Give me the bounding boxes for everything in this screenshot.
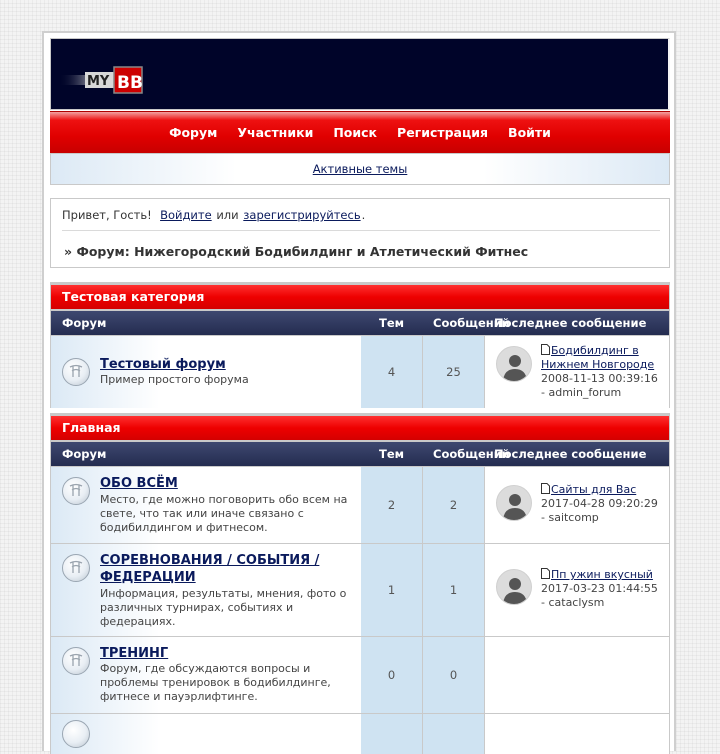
last-post-link[interactable] (541, 483, 636, 496)
last-post-title: Сайты для Вас (551, 483, 637, 496)
forum-status-icon (62, 647, 90, 675)
nav-forum[interactable]: Форум (169, 125, 218, 140)
col-last-post: Последнее сообщение (494, 447, 647, 461)
svg-text:MY: MY (87, 74, 110, 89)
posts-count: 0 (423, 637, 485, 713)
col-posts: Сообщений (433, 447, 510, 461)
posts-count: 25 (423, 336, 485, 408)
topics-count: 0 (361, 637, 423, 713)
category-test (50, 282, 670, 408)
active-topics-link[interactable]: Активные темы (312, 162, 408, 176)
category-title[interactable]: Тестовая категория (51, 282, 669, 309)
forum-title[interactable]: СОРЕВНОВАНИЯ / СОБЫТИЯ / ФЕДЕРАЦИИ (100, 553, 320, 585)
greeting-end: . (361, 208, 366, 222)
col-last-post: Последнее сообщение (494, 316, 647, 330)
svg-text:BB: BB (117, 73, 143, 93)
last-post-cell (485, 336, 669, 408)
main-nav (50, 111, 670, 153)
forum-status-icon (62, 477, 90, 505)
forum-row (51, 713, 669, 754)
last-post-link[interactable] (541, 568, 653, 581)
last-post-user[interactable]: - admin_forum (541, 386, 622, 399)
header-banner (50, 38, 670, 110)
user-avatar-icon[interactable] (496, 346, 532, 382)
col-posts: Сообщений (433, 316, 510, 330)
welcome-box (50, 198, 670, 268)
forum-status-icon (62, 358, 90, 386)
breadcrumb (64, 244, 528, 259)
user-avatar-icon[interactable] (496, 569, 532, 605)
last-post-cell (485, 467, 669, 543)
last-post-cell (485, 637, 669, 713)
greeting-text: Привет, Гость! (62, 208, 152, 222)
nav-register[interactable]: Регистрация (397, 125, 489, 140)
col-forum: Форум (62, 316, 107, 330)
greeting-line (62, 208, 365, 222)
topics-count: 2 (361, 467, 423, 543)
forum-description: Место, где можно поговорить обо всем на свете, что так или иначе связано с бодибилдингом и фитнесом. (100, 493, 348, 534)
forum-row (51, 543, 669, 636)
last-post-date: 2017-04-28 09:20:29 (541, 497, 658, 510)
forum-row (51, 636, 669, 713)
or-text: или (216, 208, 239, 222)
last-post-user[interactable]: - cataclysm (541, 596, 605, 609)
document-icon (541, 344, 550, 355)
user-avatar-icon[interactable] (496, 485, 532, 521)
nav-members[interactable]: Участники (237, 125, 314, 140)
last-post-title-1: Бодибилдинг в (551, 344, 639, 357)
category-main (50, 413, 670, 754)
divider (62, 230, 660, 231)
last-post-title: Пп ужин вкусный (551, 568, 653, 581)
col-topics: Тем (379, 447, 405, 461)
last-post-user[interactable]: - saitcomp (541, 511, 599, 524)
page-container (42, 31, 676, 751)
posts-count: 2 (423, 467, 485, 543)
nav-login[interactable]: Войти (508, 125, 551, 140)
last-post-title-2: Нижнем Новгороде (541, 358, 655, 371)
forum-status-icon (62, 554, 90, 582)
forum-title[interactable]: Тестовый форум (100, 357, 226, 372)
login-link[interactable]: Войдите (160, 208, 212, 222)
site-logo[interactable] (59, 63, 145, 97)
forum-row (51, 466, 669, 543)
column-header (51, 440, 669, 466)
breadcrumb-prefix: » (64, 244, 73, 259)
forum-title[interactable]: ТРЕНИНГ (100, 646, 169, 661)
col-forum: Форум (62, 447, 107, 461)
topics-count: 4 (361, 336, 423, 408)
last-post-date: 2017-03-23 01:44:55 (541, 582, 658, 595)
topics-count: 1 (361, 544, 423, 636)
forum-description: Форум, где обсуждаются вопросы и проблемы тренировок в бодибилдинге, фитнесе и пауэрлифтинге. (100, 662, 331, 703)
register-link[interactable]: зарегистрируйтесь (243, 208, 361, 222)
column-header (51, 309, 669, 335)
forum-row (51, 335, 669, 408)
posts-count: 1 (423, 544, 485, 636)
document-icon (541, 568, 550, 579)
breadcrumb-text[interactable]: Форум: Нижегородский Бодибилдинг и Атлетический Фитнес (76, 244, 529, 259)
last-post-link[interactable] (541, 344, 654, 371)
forum-description: Пример простого форума (100, 373, 249, 386)
forum-title[interactable]: ОБО ВСЁМ (100, 476, 178, 491)
document-icon (541, 483, 550, 494)
forum-status-icon (62, 720, 90, 748)
last-post-cell (485, 544, 669, 636)
announcement-bar (50, 153, 670, 185)
forum-description: Информация, результаты, мнения, фото о различных турнирах, событиях и федерациях. (100, 587, 347, 628)
last-post-date: 2008-11-13 00:39:16 (541, 372, 658, 385)
nav-search[interactable]: Поиск (333, 125, 378, 140)
category-title[interactable]: Главная (51, 413, 669, 440)
col-topics: Тем (379, 316, 405, 330)
